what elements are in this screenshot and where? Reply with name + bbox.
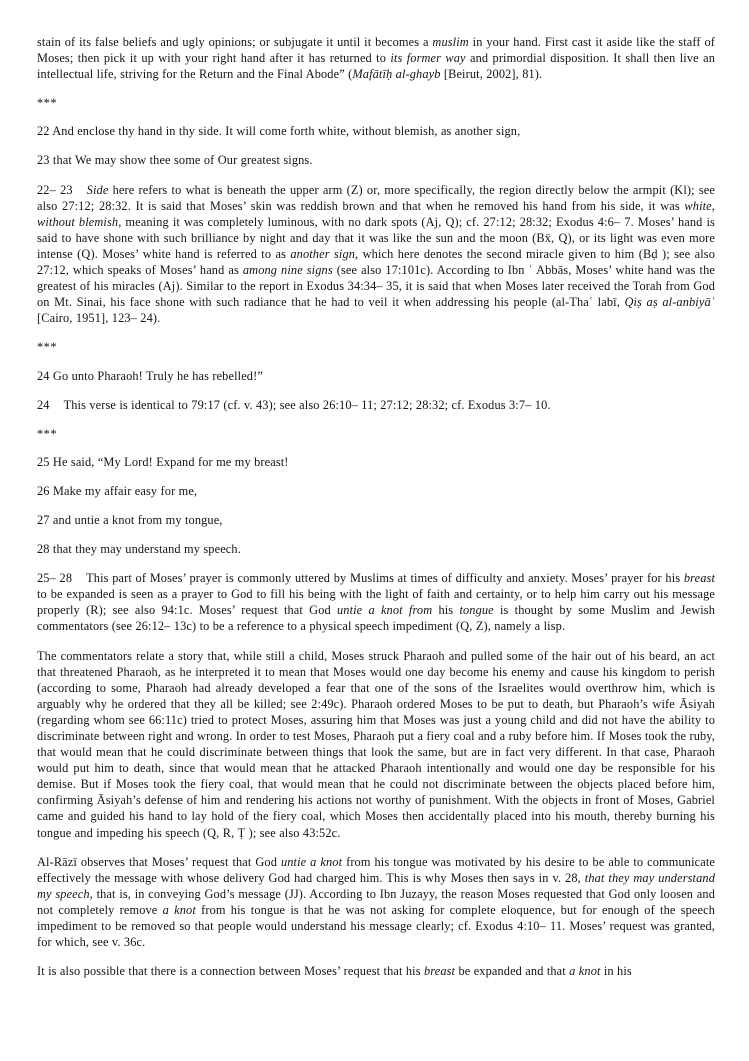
verse-text-23: that We may show thee some of Our greatest signs. <box>49 153 313 168</box>
text-run: from his tongue was motivated by his desire to be able to communicate effectively the message with whose delivery God had charged him. This is why Moses then says in v. 28, <box>37 854 715 885</box>
verse-number-24: 24 <box>37 368 50 383</box>
italic-a-knot-2: a knot <box>569 964 601 979</box>
italic-side: Side <box>86 182 109 197</box>
text-run: which here denotes the second miracle given to him (Bḍ ); see also 27:12, which speaks of Moses’ hand as <box>37 246 715 278</box>
text-run: in his <box>600 964 632 979</box>
verse-25 <box>37 454 715 470</box>
verse-number-25: 25 <box>37 454 50 469</box>
commentary-25-28 <box>37 570 715 634</box>
commentary-label-24: 24 <box>37 397 50 412</box>
italic-untie-a-knot: untie a knot <box>280 854 343 869</box>
verse-number-28: 28 <box>37 542 50 557</box>
italic-its-former-way: its former way <box>390 51 466 66</box>
page-text-column <box>37 34 715 992</box>
italic-breast: breast <box>683 571 716 586</box>
text-run: to be expanded is seen as a prayer to God to fill his being with the light of faith and certainty, or to help him carry out his message properly (R); see also 94:1c. Moses’ request that God <box>37 587 715 618</box>
verse-22 <box>37 123 715 139</box>
italic-untie-a-knot-from: untie a knot from <box>336 603 433 618</box>
verse-number-27: 27 <box>37 512 50 527</box>
text-run: be expanded and that <box>455 964 570 979</box>
italic-a-knot: a knot <box>162 902 196 917</box>
verse-text-28: that they may understand my speech. <box>49 542 241 557</box>
text-run: is thought by some Muslim and Jewish commentators (see 26:12– 13c) to be a reference to a physical speech impediment (Q, Z), namely a lisp. <box>37 603 716 634</box>
italic-mafatih-al-ghayb: Mafātīḥ al-ghayb <box>352 67 441 82</box>
paragraph-continued-rumi-quote <box>37 34 715 82</box>
verse-text-25: He said, “My Lord! Expand for me my breast! <box>49 454 289 469</box>
commentary-label-25-28: 25– 28 <box>37 571 73 586</box>
section-divider-3: *** <box>37 426 58 441</box>
italic-among-nine-signs: among nine signs <box>242 263 333 278</box>
verse-28 <box>37 541 715 557</box>
text-run: his <box>432 603 460 618</box>
italic-qisas-al-anbiya: Qiṣ aṣ al-anbiyāʾ <box>624 295 715 310</box>
text-run: in your hand. First cast it aside like the staff of Moses; then pick it up with your right hand after it has returned to <box>37 35 715 66</box>
commentary-22-23 <box>37 182 715 327</box>
verse-24 <box>37 368 715 384</box>
text-run: This part of Moses’ prayer is commonly uttered by Muslims at times of difficulty and anxiety. Moses’ prayer for his <box>86 571 684 586</box>
italic-that-they-may-understand-my-speech: that they may understand my speech, <box>37 870 715 901</box>
verse-text-26: Make my affair easy for me, <box>49 483 198 498</box>
text-run: stain of its false beliefs and ugly opinions; or subjugate it until it becomes a <box>37 35 433 49</box>
verse-number-26: 26 <box>37 483 50 498</box>
paragraph-connection-breast-knot <box>37 963 715 979</box>
verse-number-22: 22 <box>37 124 50 139</box>
commentary-24 <box>37 397 715 413</box>
verse-text-24: Go unto Pharaoh! Truly he has rebelled!” <box>49 368 263 383</box>
italic-breast-2: breast <box>423 964 456 979</box>
text-run: from his tongue is that he was not asking for complete eloquence, but for enough of the speech impediment to be removed so that people would understand his message clearly; cf. Exodus 4:10– 11. Moses’ request was granted, for which, see v. 36c. <box>37 902 716 950</box>
commentary-label-22-23: 22– 23 <box>37 182 73 197</box>
text-run: that is, in conveying God’s message (JJ). According to Ibn Juzayy, the reason Moses requested that God only loosen and not completely remove <box>37 886 715 917</box>
text-run: This verse is identical to 79:17 (cf. v. 43); see also 26:10– 11; 27:12; 28:32; cf. Exodus 3:7– 10. <box>63 397 551 412</box>
text-run: [Cairo, 1951], 123– 24). <box>37 311 161 326</box>
text-run: It is also possible that there is a connection between Moses’ request that his <box>37 964 424 979</box>
text-run: Al-Rāzī observes that Moses’ request that God <box>37 854 281 869</box>
verse-26 <box>37 483 715 499</box>
verse-23 <box>37 152 715 168</box>
text-run: meaning it was completely luminous, with no dark spots (Aj, Q); cf. 27:12; 28:32; Exodus 4:6– 7. Moses’ hand is said to have shone with such brilliance by night and day that it was like the sun and the moon (Bẍ, Q), or its light was even more intense (Q). Moses’ white hand is referred to as <box>37 214 715 261</box>
italic-another-sign: another sign, <box>290 246 359 261</box>
text-run: here refers to what is beneath the upper arm (Z) or, more specifically, the region directly below the armpit (Kl); see also 27:12; 28:32. It is said that Moses’ skin was reddish brown and that when he removed his hand from his side, it was <box>37 182 715 213</box>
italic-tongue: tongue <box>459 603 494 618</box>
verse-text-22: And enclose thy hand in thy side. It will come forth white, without blemish, as another sign, <box>49 124 521 139</box>
paragraph-commentators-story: The commentators relate a story that, while still a child, Moses struck Pharaoh and pulled some of the hair out of his beard, an act that threatened Pharaoh, as he interpreted it to mean that Moses would one day become his enemy and cause his kingdom to perish (according to some, Pharaoh had already developed a fear that one of the sons of the Israelites would overthrow him, which is arguably why he ordered that they all be killed; see 2:49c). Pharaoh ordered Moses to be put to death, but Pharaoh’s wife Āsiyah (regarding whom see 66:11c) tried to protect Moses, assuring him that Moses was just a young child and did not have the ability to discriminate between right and wrong. In order to test Moses, Pharaoh put a fiery coal and a ruby before him. If Moses took the ruby, that would mean that he could discriminate between things that look the same, but are in fact very different. In that case, Pharaoh would put him to death, since that would mean that he attacked Pharaoh intentionally and would one day be responsible for his demise. But if Moses took the fiery coal, that would mean that he could not discriminate between the objects placed before him, confirming Āsiyah’s defense of him and rendering his actions not worthy of punishment. With the objects in front of Moses, Gabriel came and guided his hand to lay hold of the fiery coal, which Moses then accidentally placed into his mouth, thereby burning his tongue and impeding his speech (Q, R, Ṭ ); see also 43:52c. <box>37 648 715 840</box>
section-divider-1: *** <box>37 96 58 111</box>
verse-text-27: and untie a knot from my tongue, <box>49 512 223 527</box>
italic-muslim: muslim <box>432 35 469 49</box>
text-run: and primordial disposition. It shall then live an intellectual life, striving for the Return and the Final Abode” ( <box>37 51 715 82</box>
verse-27 <box>37 512 715 528</box>
paragraph-al-razi-observation <box>37 854 715 951</box>
section-divider-2: *** <box>37 340 58 355</box>
verse-number-23: 23 <box>37 153 50 168</box>
italic-white-without-blemish: white, without blemish, <box>37 198 715 229</box>
text-run: [Beirut, 2002], 81). <box>440 67 543 82</box>
text-run: (see also 17:101c). According to Ibn ʿ Abbās, Moses’ white hand was the greatest of his miracles (Aj). Similar to the report in Exodus 34:34– 35, it is said that when Moses later received the Torah from God on Mt. Sinai, his face shone with such radiance that he had to veil it when addressing his people (al-Thaʿ labī, <box>37 263 715 310</box>
